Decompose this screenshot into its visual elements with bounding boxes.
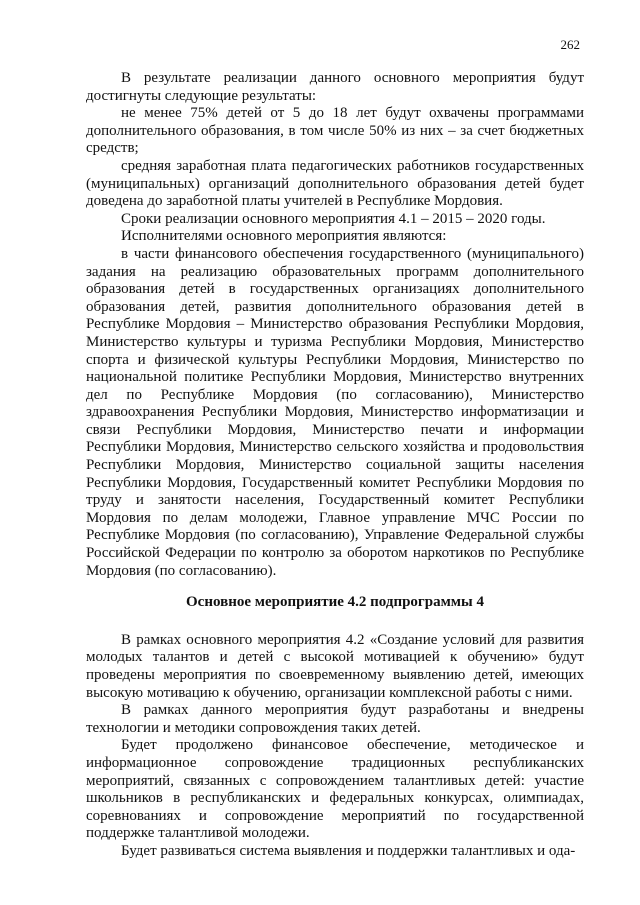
paragraph: В результате реализации данного основного мероприятия будут достигнуты следующие результаты: [86, 70, 584, 104]
paragraph: Сроки реализации основного мероприятия 4.1 – 2015 – 2020 годы. [121, 210, 546, 227]
section-heading: Основное мероприятие 4.2 подпрограммы 4 [186, 594, 484, 611]
document-body [86, 70, 584, 861]
paragraph: Будет продолжено финансовое обеспечение, методическое и информационное сопровождение традиционных республиканских мероприятий, связанных с сопровождением талантливых детей: участие школьников в республиканских и федеральных конкурсах, олимпиадах, соревнованиях и сопровождение мероприятий по государственной поддержке талантливой молодежи. [86, 737, 584, 842]
paragraph: средняя заработная плата педагогических работников государственных (муниципальных) организаций дополнительного образования детей будет доведена до заработной платы учителей в Республике Мордовия. [86, 157, 584, 210]
paragraph: В рамках данного мероприятия будут разработаны и внедрены технологии и методики сопровождения таких детей. [86, 702, 584, 736]
paragraph: в части финансового обеспечения государственного (муниципального) задания на реализацию образовательных программ дополнительного образования детей в государственных организациях дополнительного образования детей, развития дополнительного образования детей в Республике Мордовия – Министерство образования Республики Мордовия, Министерство культуры и туризма Республики Мордовия, Министерство спорта и физической культуры Республики Мордовия, Министерство по национальной политике Республики Мордовия, Министерство внутренних дел по Республике Мордовия (по согласованию), Министерство здравоохранения Республики Мордовия, Министерство информатизации и связи Республики Мордовия, Министерство печати и информации Республики Мордовия, Министерство сельского хозяйства и продовольствия Республики Мордовия, Министерство социальной защиты населения Республики Мордовия, Государственный комитет Республики Мордовия по труду и занятости населения, Государственный комитет Республики Мордовия по делам молодежи, Главное управление МЧС России по Республике Мордовия (по согласованию), Управление Федеральной службы Российской Федерации по контролю за оборотом наркотиков по Республике Мордовия (по согласованию). [86, 245, 584, 579]
paragraph: не менее 75% детей от 5 до 18 лет будут охвачены программами дополнительного образования, в том числе 50% из них – за счет бюджетных средств; [86, 105, 584, 157]
paragraph: Исполнителями основного мероприятия являются: [121, 228, 447, 245]
paragraph: Будет развиваться система выявления и поддержки талантливых и ода- [121, 842, 576, 859]
page-number: 262 [560, 37, 580, 52]
paragraph: В рамках основного мероприятия 4.2 «Создание условий для развития молодых талантов и детей с высокой мотивацией к обучению» будут проведены мероприятия по своевременному выявлению детей, имеющих высокую мотивацию к обучению, организации комплексной работы с ними. [86, 631, 584, 701]
